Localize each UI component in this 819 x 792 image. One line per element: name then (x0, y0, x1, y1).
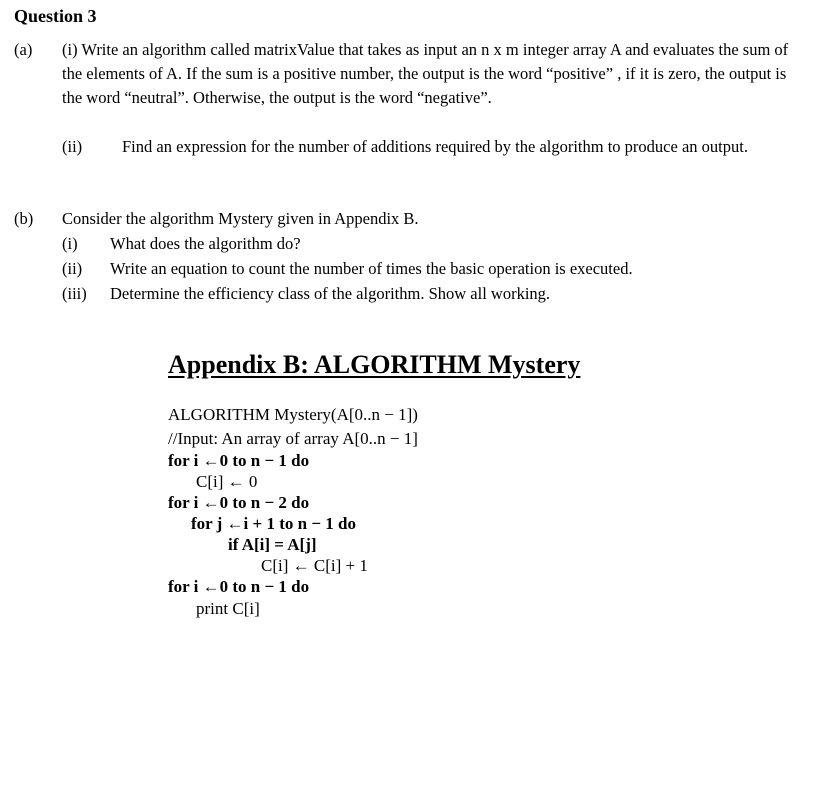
part-b-iii-label: (iii) (62, 284, 87, 303)
code-line-init: C[i] ← 0 (196, 472, 258, 491)
code-line-for-2: for i ←0 to n − 2 do (168, 493, 310, 512)
code-line-for-3: for i ←0 to n − 1 do (168, 577, 310, 596)
part-b-iii-text: Determine the efficiency class of the algorithm. Show all working. (110, 284, 551, 303)
code-line-header: ALGORITHM Mystery(A[0..n − 1]) (168, 405, 418, 424)
part-b-ii-text: Write an equation to count the number of times the basic operation is executed. (110, 259, 633, 278)
part-b-ii-label: (ii) (62, 259, 83, 278)
code-line-print: print C[i] (196, 599, 260, 618)
part-a-i-text: (i) Write an algorithm called matrixValue that takes as input an n x m integer array A and evaluates the sum of the elements of A. If the sum is a positive number, the output is the word “positive” , if it is zero, the output is the word “neutral”. Otherwise, the output is the word “negative”. (62, 40, 789, 107)
code-line-if: if A[i] = A[j] (228, 535, 317, 554)
code-line-increment: C[i] ← C[i] + 1 (261, 556, 368, 575)
question-title: Question 3 (14, 6, 97, 26)
code-line-input-comment: //Input: An array of array A[0..n − 1] (168, 429, 418, 448)
part-b-label: (b) (14, 209, 34, 228)
code-line-for-j: for j ←i + 1 to n − 1 do (191, 514, 356, 533)
part-b-i-label: (i) (62, 234, 78, 253)
appendix-heading: Appendix B: ALGORITHM Mystery (168, 350, 581, 379)
part-b-intro: Consider the algorithm Mystery given in Appendix B. (62, 209, 419, 228)
part-a-ii-label: (ii) (62, 137, 83, 156)
code-line-for-1: for i ←0 to n − 1 do (168, 451, 310, 470)
part-a-label: (a) (14, 40, 33, 59)
part-b-i-text: What does the algorithm do? (110, 234, 301, 253)
part-a-ii-text: Find an expression for the number of additions required by the algorithm to produce an output. (122, 137, 748, 156)
